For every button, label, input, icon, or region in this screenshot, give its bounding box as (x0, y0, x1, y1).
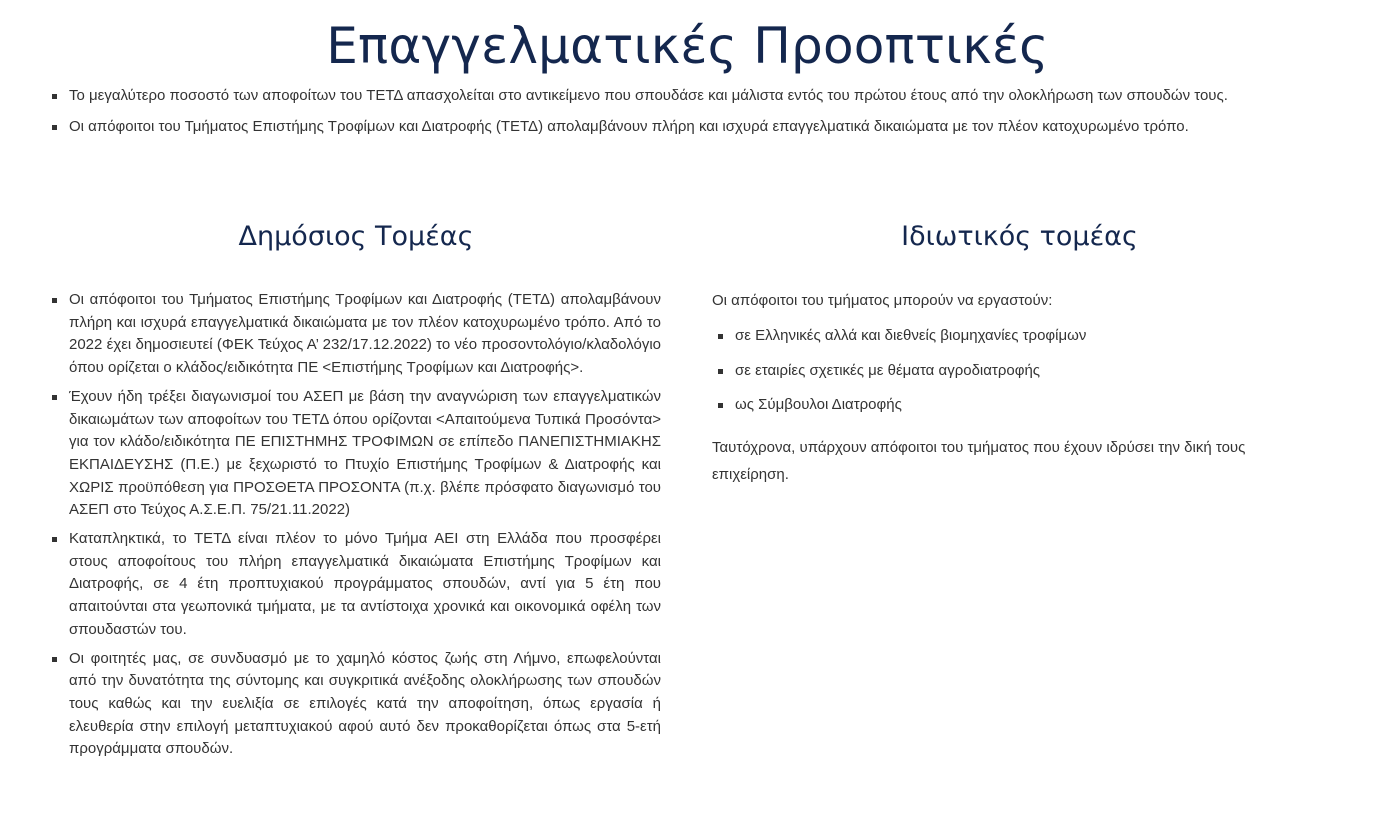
intro-item: Το μεγαλύτερο ποσοστό των αποφοίτων του ΤΕΤΔ απασχολείται στο αντικείμενο που σπουδάσε και μάλιστα εντός του πρώτου έτους από την ολοκλήρωση των σπουδών τους. (52, 85, 1352, 107)
public-sector-item: Έχουν ήδη τρέξει διαγωνισμοί του ΑΣΕΠ με βάση την αναγνώριση των επαγγελματικών δικαιωμάτων των αποφοίτων του ΤΕΤΔ όπου ορίζονται <Απαιτούμενα Τυπικά Προσόντα> για τον κλάδο/ειδικότητα ΠΕ ΕΠΙΣΤΗΜΗΣ ΤΡΟΦΙΜΩΝ σε επίπεδο ΠΑΝΕΠΙΣΤΗΜΙΑΚΗΣ ΕΚΠΑΙΔΕΥΣΗΣ (Π.Ε.) με ξεχωριστό το Πτυχίο Επιστήμης Τροφίμων & Διατροφής και ΧΩΡΙΣ προϋπόθεση για ΠΡΟΣΘΕΤΑ ΠΡΟΣΟΝΤΑ (π.χ. βλέπε πρόσφατο διαγωνισμό του ΑΣΕΠ στο Τεύχος Α.Σ.Ε.Π. 75/21.11.2022) (52, 386, 661, 522)
public-sector-item: Οι φοιτητές μας, σε συνδυασμό με το χαμηλό κόστος ζωής στη Λήμνο, επωφελούνται από την δυνατότητα της σύντομης και συγκριτικά ανέξοδης ολοκλήρωσης των σπουδών τους καθώς και την ευελιξία σε επιλογές κατά την αποφοίτηση, όπως εργασία ή ελευθερία στην επιλογή μεταπτυχιακού αφού αυτό δεν προκαθορίζεται όπως στα 5-ετή προγράμματα σπουδών. (52, 648, 661, 762)
private-sector-item: σε εταιρίες σχετικές με θέματα αγροδιατροφής (718, 360, 1086, 382)
public-sector-item: Καταπληκτικά, το ΤΕΤΔ είναι πλέον το μόνο Τμήμα ΑΕΙ στη Ελλάδα που προσφέρει στους αποφοίτους του πλήρη επαγγελματικά δικαιώματα Επιστήμης Τροφίμων και Διατροφής, σε 4 έτη προπτυχιακού προγράμματος σπουδών, αντί για 5 έτη που απαιτούνται στα γεωπονικά τμήματα, με τα αντίστοιχα χρονικά και οικονομικά οφέλη των σπουδαστών του. (52, 528, 661, 642)
private-sector-heading: Ιδιωτικός τομέας (901, 221, 1138, 252)
private-sector-item: σε Ελληνικές αλλά και διεθνείς βιομηχανίες τροφίμων (718, 325, 1086, 347)
public-sector-item: Οι απόφοιτοι του Τμήματος Επιστήμης Τροφίμων και Διατροφής (ΤΕΤΔ) απολαμβάνουν πλήρη και ισχυρά επαγγελματικά δικαιώματα με τον πλέον κατοχυρωμένο τρόπο. Από το 2022 έχει δημοσιευτεί (ΦΕΚ Τεύχος Α’ 232/17.12.2022) το νέο προσοντολόγιο/κλαδολόγιο όπου ορίζεται ο κλάδος/ειδικότητα ΠΕ <Επιστήμης Τροφίμων και Διατροφής>. (52, 289, 661, 380)
private-sector-outro: Ταυτόχρονα, υπάρχουν απόφοιτοι του τμήματος που έχουν ιδρύσει την δική τους επιχείρηση. (712, 439, 1246, 483)
page-title: Επαγγελματικές Προοπτικές (326, 17, 1049, 75)
private-sector-list (718, 325, 1086, 429)
public-sector-heading: Δημόσιος Τομέας (238, 221, 474, 252)
private-sector-item: ως Σύμβουλοι Διατροφής (718, 394, 1086, 416)
intro-item: Οι απόφοιτοι του Τμήματος Επιστήμης Τροφίμων και Διατροφής (ΤΕΤΔ) απολαμβάνουν πλήρη και ισχυρά επαγγελματικά δικαιώματα με τον πλέον κατοχυρωμένο τρόπο. (52, 116, 1352, 138)
public-sector-list (52, 289, 661, 767)
private-sector-intro: Οι απόφοιτοι του τμήματος μπορούν να εργαστούν: (712, 292, 1053, 309)
intro-list (52, 85, 1352, 147)
